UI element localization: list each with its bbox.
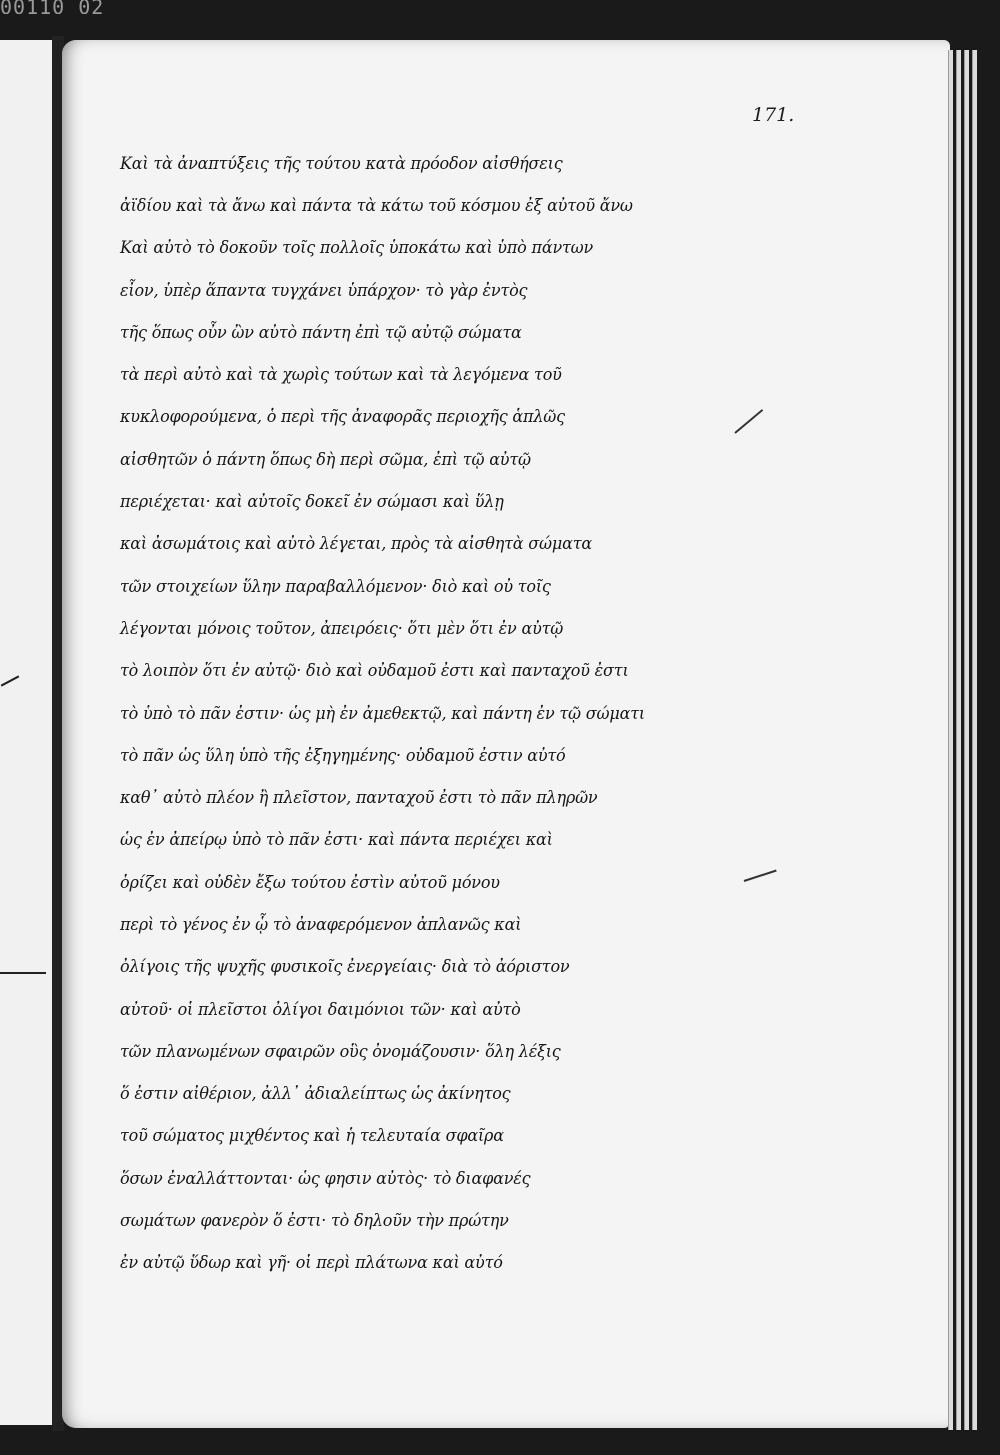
text-line: Καὶ τὰ ἀναπτύξεις τῆς τούτου κατὰ πρόοδον αἰσθήσεις (120, 153, 563, 173)
text-line: ὅσων ἐναλλάττονται· ὡς φησιν αὐτὸς· τὸ διαφανές (120, 1168, 531, 1188)
folio-number: 171. (752, 104, 795, 126)
text-line: ὡς ἐν ἀπείρῳ ὑπὸ τὸ πᾶν ἐστι· καὶ πάντα περιέχει καὶ (120, 830, 553, 850)
left-margin-line (0, 972, 46, 974)
text-line: τῆς ὅπως οὖν ὢν αὐτὸ πάντη ἐπὶ τῷ αὐτῷ σώματα (120, 322, 522, 342)
manuscript-text (120, 142, 780, 1284)
text-line: εἶον, ὑπὲρ ἅπαντα τυγχάνει ὑπάρχον· τὸ γὰρ ἐντὸς (120, 280, 528, 300)
scan-label: 00110 02 (0, 0, 105, 14)
left-page (0, 40, 54, 1425)
text-line: σωμάτων φανερὸν ὅ ἐστι· τὸ δηλοῦν τὴν πρώτην (120, 1211, 509, 1231)
left-margin-mark (1, 675, 20, 686)
text-line: τοῦ σώματος μιχθέντος καὶ ἡ τελευταία σφαῖρα (120, 1126, 504, 1146)
text-line: αὐτοῦ· οἱ πλεῖστοι ὀλίγοι δαιμόνιοι τῶν· καὶ αὐτὸ (120, 999, 521, 1019)
text-line: περὶ τὸ γένος ἐν ᾧ τὸ ἀναφερόμενον ἀπλανῶς καὶ (120, 914, 522, 934)
text-line: τὸ ὑπὸ τὸ πᾶν ἐστιν· ὡς μὴ ἐν ἀμεθεκτῷ, καὶ πάντη ἐν τῷ σώματι (120, 703, 645, 723)
text-line: τὰ περὶ αὐτὸ καὶ τὰ χωρὶς τούτων καὶ τὰ λεγόμενα τοῦ (120, 365, 562, 385)
text-line: ὀλίγοις τῆς ψυχῆς φυσικοῖς ἐνεργείαις· διὰ τὸ ἀόριστον (120, 957, 570, 977)
text-line: τὸ λοιπὸν ὅτι ἐν αὐτῷ· διὸ καὶ οὐδαμοῦ ἐστι καὶ πανταχοῦ ἐστι (120, 661, 629, 681)
page-edge (948, 50, 953, 1430)
text-line: ὅ ἐστιν αἰθέριον, ἀλλ᾽ ἀδιαλείπτως ὡς ἀκίνητος (120, 1084, 511, 1104)
page-edge (972, 50, 977, 1430)
text-line: περιέχεται· καὶ αὐτοῖς δοκεῖ ἐν σώμασι καὶ ὕλῃ (120, 492, 504, 512)
text-line: ὁρίζει καὶ οὐδὲν ἔξω τούτου ἐστὶν αὐτοῦ μόνου (120, 872, 500, 892)
text-line: τῶν στοιχείων ὕλην παραβαλλόμενον· διὸ καὶ οὐ τοῖς (120, 576, 551, 596)
text-line: κυκλοφορούμενα, ὁ περὶ τῆς ἀναφορᾶς περιοχῆς ἁπλῶς (120, 407, 565, 427)
text-line: τὸ πᾶν ὡς ὕλη ὑπὸ τῆς ἐξηγημένης· οὐδαμοῦ ἐστιν αὐτό (120, 745, 566, 765)
text-line: αἰσθητῶν ὁ πάντη ὅπως δὴ περὶ σῶμα, ἐπὶ τῷ αὐτῷ (120, 449, 531, 469)
text-line: ἀϊδίου καὶ τὰ ἄνω καὶ πάντα τὰ κάτω τοῦ κόσμου ἐξ αὐτοῦ ἄνω (120, 195, 633, 215)
text-line: τῶν πλανωμένων σφαιρῶν οὓς ὀνομάζουσιν· ὅλη λέξις (120, 1041, 561, 1061)
text-line: Καὶ αὐτὸ τὸ δοκοῦν τοῖς πολλοῖς ὑποκάτω καὶ ὑπὸ πάντων (120, 238, 594, 258)
page-edge (956, 50, 961, 1430)
text-line: ἐν αὐτῷ ὕδωρ καὶ γῆ· οἱ περὶ πλάτωνα καὶ αὐτό (120, 1253, 503, 1273)
page-edge (964, 50, 969, 1430)
text-line: καθ᾽ αὐτὸ πλέον ἢ πλεῖστον, πανταχοῦ ἐστι τὸ πᾶν πληρῶν (120, 788, 598, 808)
text-line: καὶ ἀσωμάτοις καὶ αὐτὸ λέγεται, πρὸς τὰ αἰσθητὰ σώματα (120, 534, 592, 554)
text-line: λέγονται μόνοις τοῦτον, ἀπειρόεις· ὅτι μὲν ὅτι ἐν αὐτῷ (120, 618, 564, 638)
